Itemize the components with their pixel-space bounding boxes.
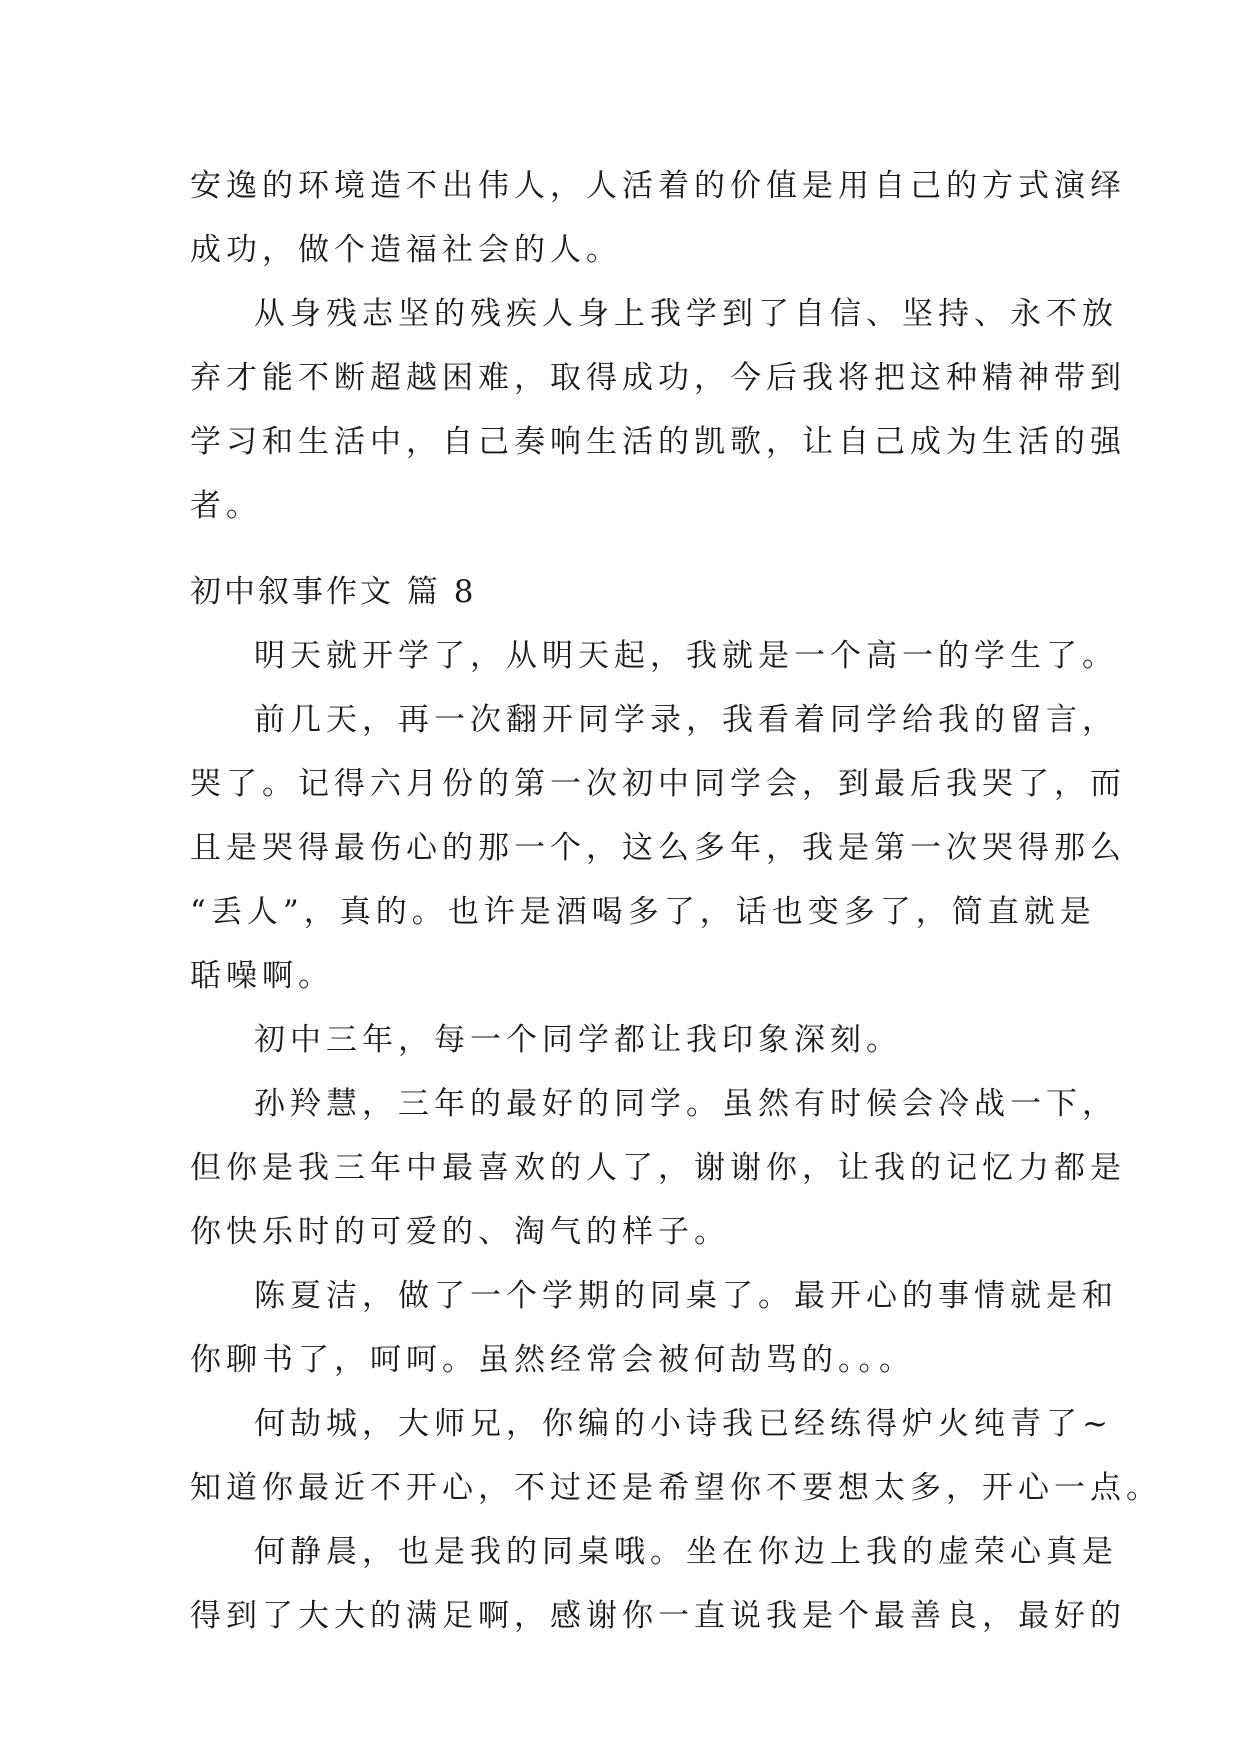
text-line: 且是哭得最伤心的那一个，这么多年，我是第一次哭得那么 <box>190 830 1126 866</box>
text-line: 者。 <box>190 488 262 524</box>
text-line: 学习和生活中，自己奏响生活的凯歌，让自己成为生活的强 <box>190 424 1126 460</box>
text-line: 初中三年，每一个同学都让我印象深刻。 <box>254 1022 902 1058</box>
text-line: 知道你最近不开心，不过还是希望你不要想太多，开心一点。 <box>190 1470 1162 1506</box>
text-line: 从身残志坚的残疾人身上我学到了自信、坚持、永不放 <box>254 296 1118 332</box>
text-line: 何劼城，大师兄，你编的小诗我已经练得炉火纯青了~ <box>254 1406 1113 1442</box>
text-line: 聒噪啊。 <box>190 958 334 994</box>
text-line: 弃才能不断超越困难，取得成功，今后我将把这种精神带到 <box>190 360 1126 396</box>
text-line: 陈夏洁，做了一个学期的同桌了。最开心的事情就是和 <box>254 1278 1118 1314</box>
text-line: 得到了大大的满足啊，感谢你一直说我是个最善良，最好的 <box>190 1598 1126 1634</box>
text-line: 安逸的环境造不出伟人，人活着的价值是用自己的方式演绎 <box>190 168 1126 204</box>
section-title: 初中叙事作文 篇 8 <box>190 574 477 610</box>
text-line: 但你是我三年中最喜欢的人了，谢谢你，让我的记忆力都是 <box>190 1150 1126 1186</box>
text-line: 何静晨，也是我的同桌哦。坐在你边上我的虚荣心真是 <box>254 1534 1118 1570</box>
text-line: 你聊书了，呵呵。虽然经常会被何劼骂的。。。 <box>190 1342 915 1378</box>
essay-section <box>190 560 1162 1648</box>
text-line: 你快乐时的可爱的、淘气的样子。 <box>190 1214 730 1250</box>
text-line: 孙羚慧，三年的最好的同学。虽然有时候会冷战一下， <box>254 1086 1118 1122</box>
previous-essay-ending <box>190 154 1126 538</box>
text-line: 明天就开学了，从明天起，我就是一个高一的学生了。 <box>254 638 1118 674</box>
text-line: 成功，做个造福社会的人。 <box>190 232 622 268</box>
text-line: 哭了。记得六月份的第一次初中同学会，到最后我哭了，而 <box>190 766 1126 802</box>
text-line: “丢人”，真的。也许是酒喝多了，话也变多了，简直就是 <box>190 894 1096 930</box>
text-line: 前几天，再一次翻开同学录，我看着同学给我的留言， <box>254 702 1118 738</box>
